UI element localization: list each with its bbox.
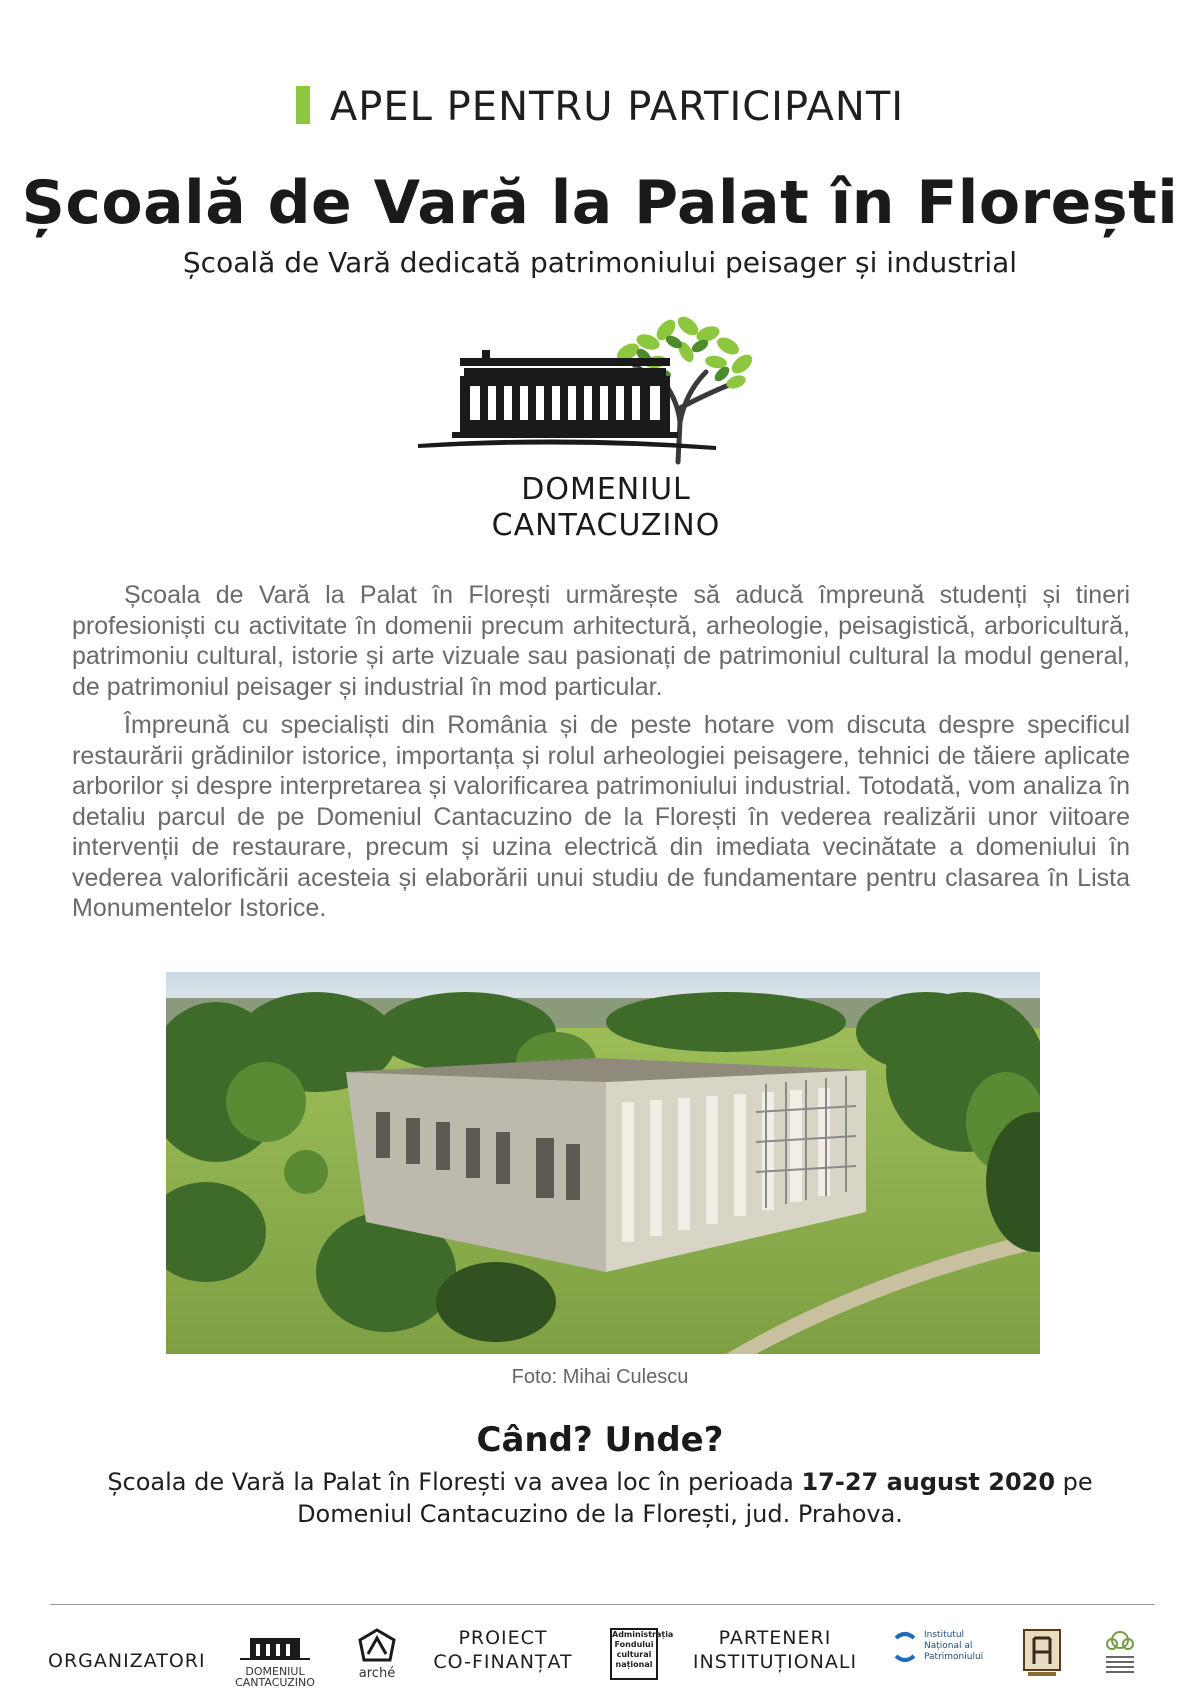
inp-text bbox=[924, 1630, 1004, 1663]
accent-bar bbox=[296, 86, 310, 124]
paragraph-1: Școala de Vară la Palat în Florești urmărește să aducă împreună studenți și tineri profesioniști cu activitate în domenii precum arhitectură, arheologie, peisagistică, arboricultură, patrimoniu cultural, istorie și arte vizuale sau pasionați de patrimoniul cultural la modul general, de patrimoniul peisager și industrial în mod particular. bbox=[72, 581, 1130, 701]
info-line1-text: Școala de Vară la Palat în Florești va avea loc în perioada bbox=[107, 1468, 802, 1496]
inp-line2: Național al bbox=[924, 1641, 973, 1651]
afcn-line3: cultural bbox=[616, 1650, 652, 1659]
partner-logo-3 bbox=[1100, 1628, 1140, 1680]
afcn-line2: Fondului bbox=[614, 1640, 654, 1649]
org-logo-domeniul-line2: CANTACUZINO bbox=[235, 1676, 315, 1689]
when-where-info bbox=[0, 1466, 1200, 1530]
cofunded-line2: CO-FINANȚAT bbox=[433, 1651, 573, 1673]
afcn-line1: Administrația bbox=[612, 1630, 674, 1639]
inp-line1: Institutul bbox=[924, 1630, 965, 1640]
organizers-label: ORGANIZATORI bbox=[48, 1650, 206, 1672]
partner-tree-icon bbox=[1100, 1628, 1140, 1680]
footer-divider bbox=[50, 1604, 1155, 1605]
inp-line3: Patrimoniului bbox=[924, 1652, 984, 1662]
event-dates: 17-27 august 2020 bbox=[801, 1468, 1056, 1496]
partner-emblem-icon bbox=[1022, 1628, 1062, 1678]
afcn-logo bbox=[610, 1628, 674, 1680]
partner-logo-2 bbox=[1022, 1628, 1062, 1678]
description bbox=[72, 580, 1130, 932]
cofunded-line1: PROIECT bbox=[458, 1627, 548, 1649]
footer bbox=[0, 1620, 1200, 1696]
page-title: Școală de Vară la Palat în Florești bbox=[21, 168, 1179, 238]
info-line2: Domeniul Cantacuzino de la Florești, jud. Prahova. bbox=[297, 1500, 903, 1528]
logo-line1: DOMENIUL bbox=[521, 472, 691, 507]
inp-icon bbox=[892, 1630, 918, 1664]
cofunded-label bbox=[428, 1626, 578, 1674]
palace-tree-logo-graphic bbox=[416, 312, 796, 472]
info-line1-end: pe bbox=[1055, 1468, 1093, 1496]
palace-photo bbox=[166, 972, 1040, 1354]
partners-label bbox=[680, 1626, 870, 1674]
domeniul-cantacuzino-logo bbox=[416, 312, 796, 552]
when-where-heading: Când? Unde? bbox=[476, 1420, 724, 1460]
page-subtitle: Școală de Vară dedicată patrimoniului peisager și industrial bbox=[182, 246, 1018, 279]
call-heading-text: APEL PENTRU PARTICIPANTI bbox=[329, 84, 905, 130]
call-heading bbox=[0, 84, 1200, 130]
palace-small-icon bbox=[230, 1632, 320, 1662]
palace-ruin-illustration bbox=[166, 972, 1040, 1354]
afcn-line4: național bbox=[615, 1660, 653, 1669]
photo-credit: Foto: Mihai Culescu bbox=[511, 1366, 689, 1388]
partners-line1: PARTENERI bbox=[718, 1627, 832, 1649]
paragraph-2: Împreună cu specialiști din România și de peste hotare vom discuta despre specificul restaurării grădinilor istorice, importanța și rolul arheologiei peisagere, tehnici de tăiere aplicate arborilor și despre interpretarea și valorificarea patrimoniului industrial. Totodată, vom analiza în detaliu parcul de pe Domeniul Cantacuzino de la Florești în vederea realizării unor viitoare intervenții de restaurare, precum și uzina electrică din imediata vecinătate a domeniului în vederea valorificării acesteia și elaborării unui studiu de fundamentare pentru clasarea în Lista Monumentelor Istorice. bbox=[72, 711, 1130, 922]
logo-line2: CANTACUZINO bbox=[491, 508, 721, 543]
org-logo-domeniul bbox=[230, 1632, 320, 1688]
org-logo-domeniul-line1: DOMENIUL bbox=[245, 1665, 305, 1678]
arche-icon bbox=[354, 1628, 400, 1664]
palace-icon bbox=[418, 350, 716, 450]
org-logo-arche-label: arché bbox=[358, 1666, 396, 1681]
partners-line2: INSTITUȚIONALI bbox=[692, 1651, 858, 1673]
org-logo-arche bbox=[354, 1628, 400, 1679]
